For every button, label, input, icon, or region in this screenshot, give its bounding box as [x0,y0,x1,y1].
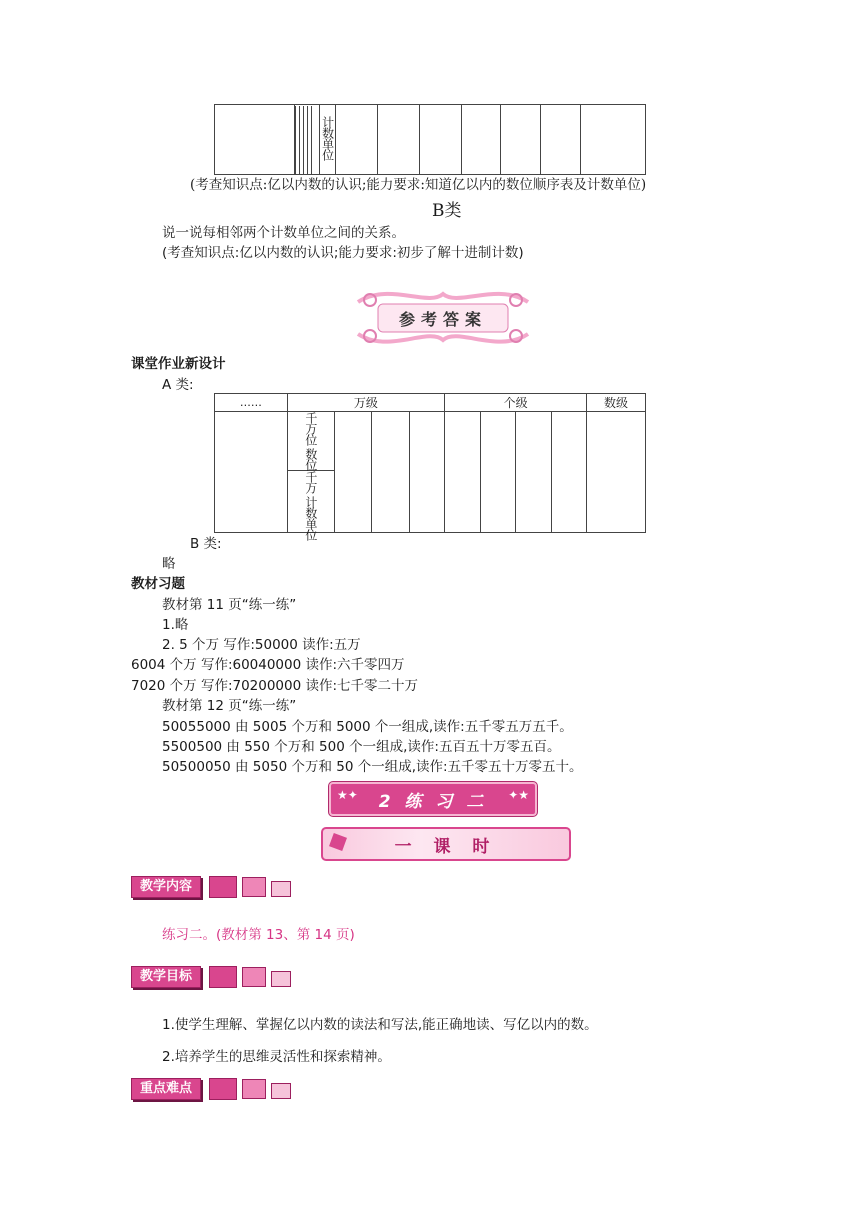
unit-label: 计数单位 [320,116,335,160]
lesson-banner-label: 一 课 时 [394,836,498,857]
table-cell [295,105,320,175]
exercise-line: 教材第 12 页“练一练” [162,698,297,714]
table-cell [372,412,409,533]
table-cell [215,105,295,175]
b-answer: 略 [162,556,176,572]
table-cell [540,105,580,175]
b-label: B 类: [190,536,222,552]
table-header: 个级 [445,394,587,412]
b-heading: B类 [432,201,462,221]
section-title-classwork: 课堂作业新设计 [131,356,226,372]
tag-label: 教学内容 [131,876,201,898]
tag-label: 教学目标 [131,966,201,988]
exercise-line: 50500050 由 5050 个万和 50 个一组成,读作:五千零五十万零五十。 [162,759,583,775]
square-icon [209,876,237,898]
table-cell [551,412,587,533]
tag-label: 重点难点 [131,1078,201,1100]
star-icon: ✦★ [508,788,529,802]
answer-banner-label: 参考答案 [398,309,487,329]
table-cell [419,105,461,175]
answer-place-value-table [214,393,646,540]
square-icon [271,971,291,987]
a-label: A 类: [162,377,194,393]
table-cell [336,105,378,175]
table-cell [445,412,481,533]
exercise-line: 教材第 11 页“练一练” [162,597,297,613]
goal-line: 1.使学生理解、掌握亿以内数的读法和写法,能正确地读、写亿以内的数。 [162,1017,598,1033]
practice-banner [329,782,537,816]
table-cell [580,105,645,175]
answer-banner [348,282,538,352]
exercise-line: 7020 个万 写作:70200000 读作:七千零二十万 [131,678,419,694]
exercise-line: 6004 个万 写作:60040000 读作:六千零四万 [131,657,405,673]
table-cell [516,412,552,533]
table-cell [480,412,516,533]
note-knowledge-1: (考查知识点:亿以内数的认识;能力要求:知道亿以内的数位顺序表及计数单位) [190,177,647,193]
table-header: …… [215,394,288,412]
tag-teaching-content [131,876,291,898]
square-icon [209,1078,237,1100]
table-cell [409,412,444,533]
digit-position-label: 千万位 数位 [303,412,318,470]
table-cell [215,412,288,533]
exercise-line: 5500500 由 550 个万和 500 个一组成,读作:五百五十万零五百。 [162,739,561,755]
tag-teaching-goals [131,966,291,988]
exercise-line: 1.略 [162,617,189,633]
tag-key-points [131,1078,291,1100]
goal-line: 2.培养学生的思维灵活性和探索精神。 [162,1049,391,1065]
square-icon [271,1083,291,1099]
lesson-banner [321,827,571,861]
exercise-line: 50055000 由 5005 个万和 5000 个一组成,读作:五千零五万五千。 [162,719,573,735]
note-knowledge-2: (考查知识点:亿以内数的认识;能力要求:初步了解十进制计数) [162,245,524,261]
table-cell [501,105,541,175]
table-cell [377,105,419,175]
table-header: 数级 [587,394,646,412]
square-icon [271,881,291,897]
counting-unit-label: 千万 计数单位 [303,470,318,540]
square-icon [242,967,266,987]
table-cell [587,412,646,533]
top-place-value-table [214,104,646,175]
section-title-textbook: 教材习题 [131,576,185,592]
lesson-decoration-icon [329,833,347,851]
star-icon: ★✦ [337,788,358,802]
table-header: 万级 [287,394,444,412]
table-cell [287,412,334,540]
square-icon [209,966,237,988]
square-icon [242,1079,266,1099]
square-icon [242,877,266,897]
b-question: 说一说每相邻两个计数单位之间的关系。 [162,225,405,241]
table-cell [335,412,372,533]
content-text: 练习二。(教材第 13、第 14 页) [162,927,355,943]
practice-banner-label: 2 练 习 二 [378,791,488,812]
table-cell [320,105,336,175]
table-cell [461,105,501,175]
exercise-line: 2. 5 个万 写作:50000 读作:五万 [162,637,361,653]
